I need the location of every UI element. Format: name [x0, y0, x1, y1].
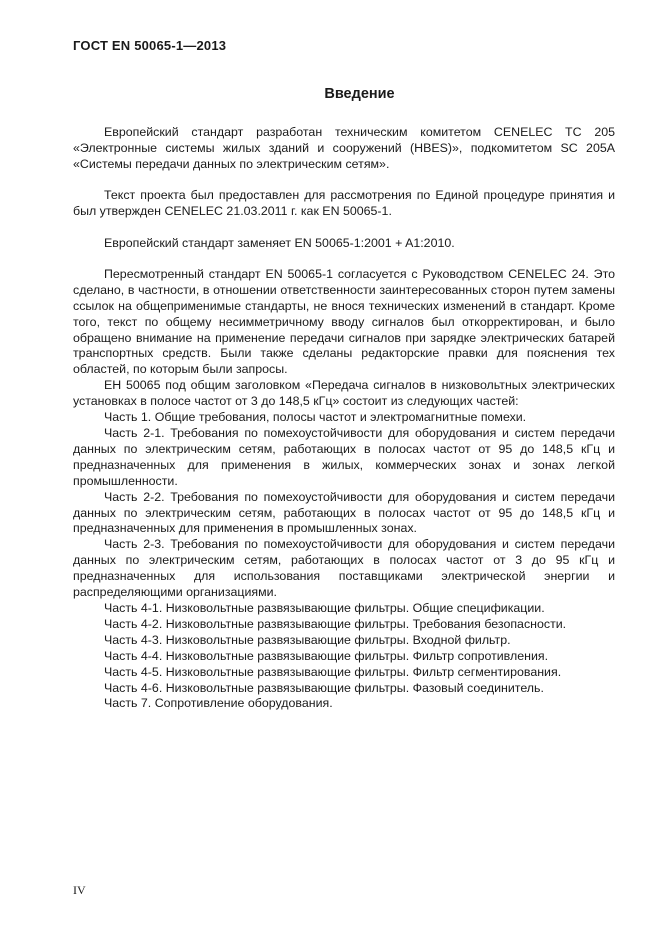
list-item: Часть 2-1. Требования по помехоустойчивости для оборудования и систем передачи данных по электрическим сетям, работающих в полосах частот от 95 до 148,5 кГц и предназначенных для применения в жилых, коммерческих зонах и зонах легкой промышленности. — [73, 426, 615, 488]
list-item: Часть 1. Общие требования, полосы частот и электромагнитные помехи. — [104, 410, 527, 425]
list-item: Часть 4-5. Низковольтные развязывающие фильтры. Фильтр сегментирования. — [104, 664, 562, 679]
paragraph: Текст проекта был предоставлен для рассмотрения по Единой процедуре принятия и был утвержден CENELEC 21.03.2011 г. как EN 50065-1. — [73, 188, 615, 219]
list-item: Часть 2-2. Требования по помехоустойчивости для оборудования и систем передачи данных по электрическим сетям, работающих в полосах частот от 95 до 148,5 кГц и предназначенных для применения в промышленных зонах. — [73, 489, 615, 536]
list-item: Часть 2-3. Требования по помехоустойчивости для оборудования и систем передачи данных по электрическим сетям, работающих в полосах частот от 3 до 95 кГц и предназначенных для использования поставщиками электрической энергии и распределяющими организациями. — [73, 537, 615, 600]
page-number: IV — [73, 883, 86, 897]
paragraph: ЕН 50065 под общим заголовком «Передача сигналов в низковольтных электрических установках в полосе частот от 3 до 148,5 кГц» состоит из следующих частей: — [73, 378, 615, 409]
page-title-text: Введение — [324, 86, 395, 102]
list-item: Часть 4-2. Низковольтные развязывающие фильтры. Требования безопасности. — [104, 616, 567, 631]
list-item: Часть 4-4. Низковольтные развязывающие фильтры. Фильтр сопротивления. — [104, 648, 549, 663]
document-body — [73, 125, 615, 712]
list-item: Часть 7. Сопротивление оборудования. — [104, 696, 333, 711]
page-title — [0, 86, 661, 102]
document-header: ГОСТ EN 50065-1—2013 — [73, 38, 227, 53]
list-item: Часть 4-1. Низковольтные развязывающие фильтры. Общие спецификации. — [104, 600, 545, 615]
paragraph: Европейский стандарт разработан техническим комитетом CENELEC TC 205 «Электронные системы жилых зданий и сооружений (HBES)», подкомитетом SC 205A «Системы передачи данных по электрическим сетям». — [73, 125, 615, 171]
list-item: Часть 4-3. Низковольтные развязывающие фильтры. Входной фильтр. — [104, 632, 511, 647]
paragraph: Пересмотренный стандарт EN 50065-1 согласуется с Руководством CENELEC 24. Это сделано, в частности, в отношении ответственности заинтересованных сторон путем замены ссылок на общеприменимые стандарты, не внося технических изменений в стандарт. Кроме того, текст по общему несимметричному вводу сигналов был откорректирован, и было обращено внимание на применение передачи сигналов при зарядке электрических батарей транспортных средств. Были также сделаны редакторские правки для пояснения тех областей, по которым были запросы. — [73, 266, 615, 377]
list-item: Часть 4-6. Низковольтные развязывающие фильтры. Фазовый соединитель. — [104, 680, 544, 695]
paragraph: Европейский стандарт заменяет EN 50065-1:2001 + A1:2010. — [104, 235, 455, 250]
